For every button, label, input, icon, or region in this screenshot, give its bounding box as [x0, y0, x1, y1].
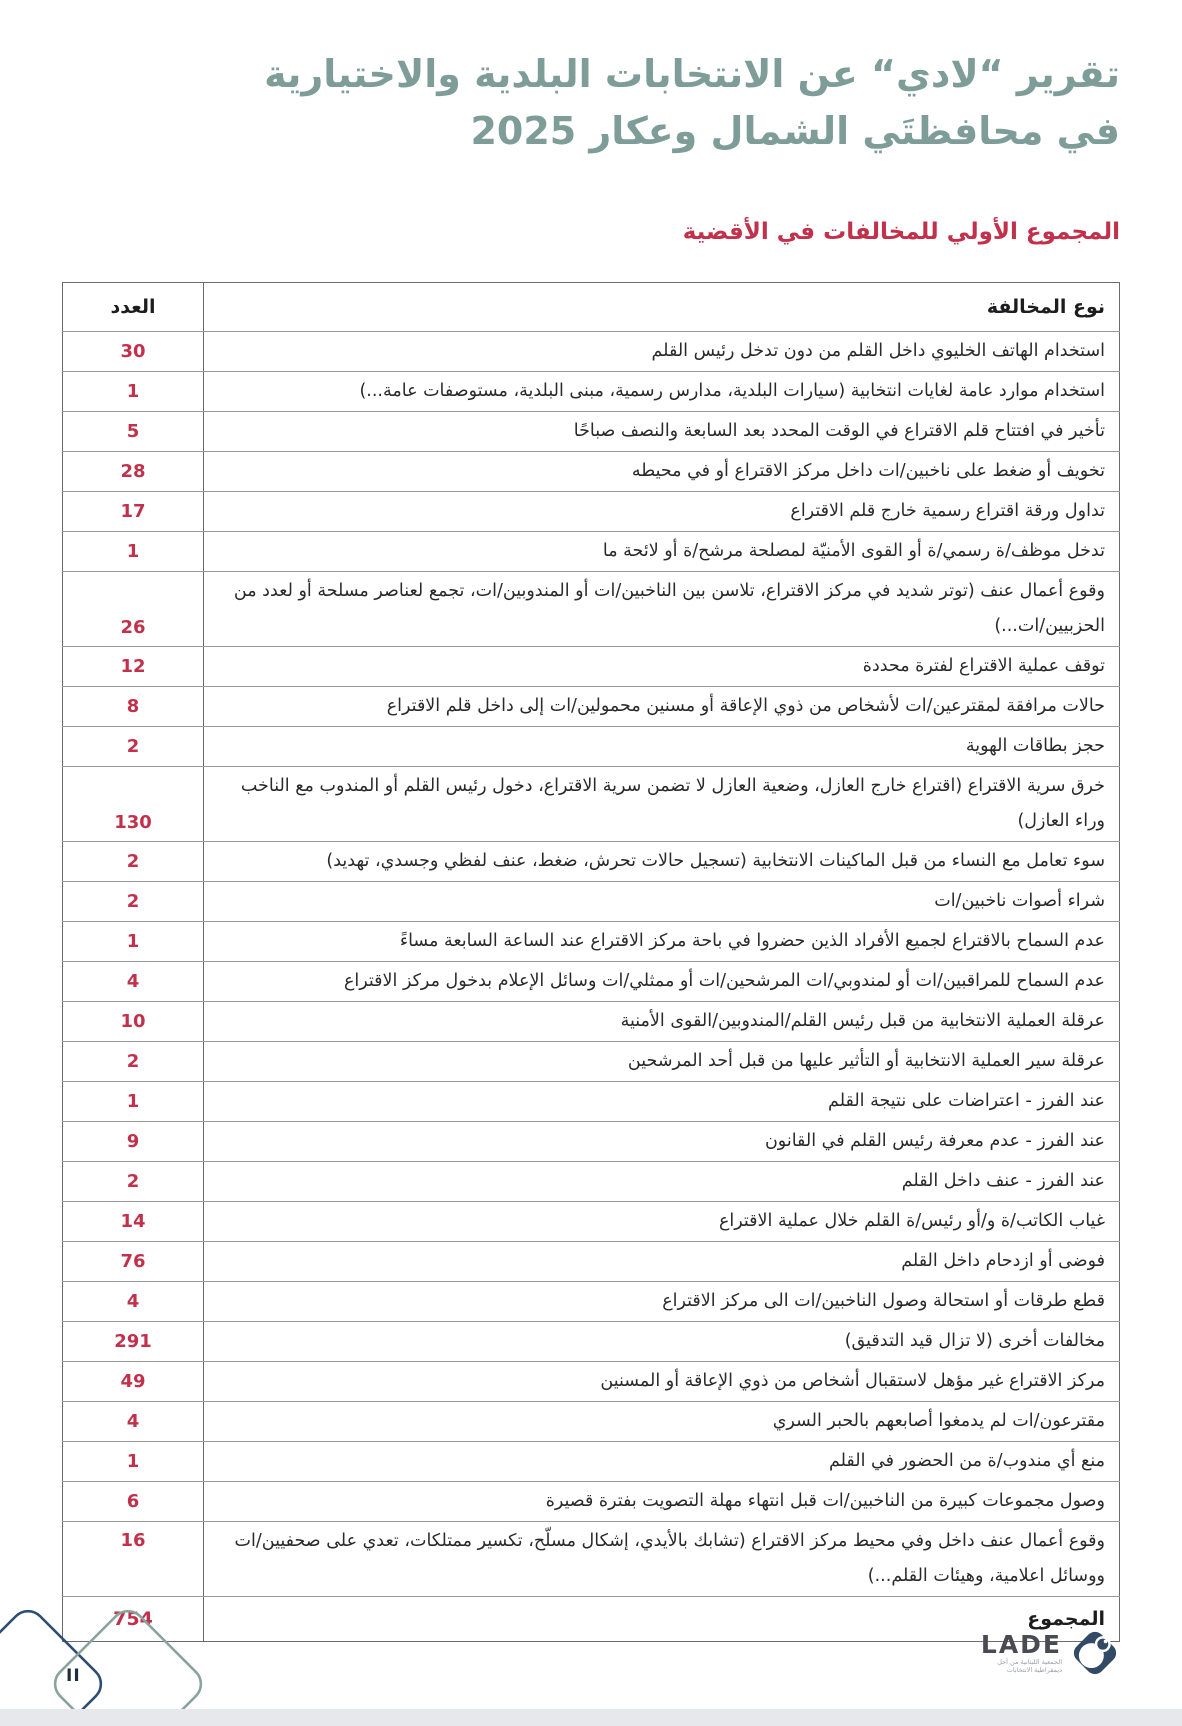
violation-count-cell: 5	[63, 412, 204, 452]
violation-count-cell: 76	[63, 1242, 204, 1282]
violation-type-cell: استخدام الهاتف الخليوي داخل القلم من دون تدخل رئيس القلم	[204, 332, 1120, 372]
table-row	[63, 1242, 1120, 1282]
violation-count-cell: 291	[63, 1322, 204, 1362]
violation-type-cell: وصول مجموعات كبيرة من الناخبين/ات قبل انتهاء مهلة التصويت بفترة قصيرة	[204, 1482, 1120, 1522]
violation-type-cell: غياب الكاتب/ة و/أو رئيس/ة القلم خلال عملية الاقتراع	[204, 1202, 1120, 1242]
table-row	[63, 647, 1120, 687]
table-row	[63, 882, 1120, 922]
violation-type-cell: عند الفرز - عنف داخل القلم	[204, 1162, 1120, 1202]
violation-type-cell: سوء تعامل مع النساء من قبل الماكينات الانتخابية (تسجيل حالات تحرش، ضغط، عنف لفظي وجسدي، تهديد)	[204, 842, 1120, 882]
table-row	[63, 1082, 1120, 1122]
violation-type-cell: تداول ورقة اقتراع رسمية خارج قلم الاقتراع	[204, 492, 1120, 532]
violation-type-cell: مركز الاقتراع غير مؤهل لاستقبال أشخاص من ذوي الإعاقة أو المسنين	[204, 1362, 1120, 1402]
violation-count-cell: 2	[63, 882, 204, 922]
table-row	[63, 1322, 1120, 1362]
violation-type-cell: وقوع أعمال عنف داخل وفي محيط مركز الاقتراع (تشابك بالأيدي، إشكال مسلّح، تكسير ممتلكات، تعدي على صحفيين/ات ووسائل اعلامية، وهيئات القلم...)	[204, 1522, 1120, 1597]
violation-count-cell: 2	[63, 842, 204, 882]
table-row	[63, 1042, 1120, 1082]
violation-type-cell: تدخل موظف/ة رسمي/ة أو القوى الأمنيّة لمصلحة مرشح/ة أو لائحة ما	[204, 532, 1120, 572]
lade-wordmark: LADE	[980, 1630, 1062, 1659]
table-total-row	[63, 1597, 1120, 1642]
total-label-cell: المجموع	[204, 1597, 1120, 1642]
violation-count-cell: 2	[63, 727, 204, 767]
table-row	[63, 727, 1120, 767]
violation-count-cell: 8	[63, 687, 204, 727]
violation-type-cell: عرقلة سير العملية الانتخابية أو التأثير عليها من قبل أحد المرشحين	[204, 1042, 1120, 1082]
violation-count-cell: 28	[63, 452, 204, 492]
viewer-bottom-band	[0, 1709, 1182, 1726]
violation-type-cell: مخالفات أخرى (لا تزال قيد التدقيق)	[204, 1322, 1120, 1362]
page-title-line-2: في محافظتَي الشمال وعكار 2025	[470, 109, 1120, 153]
violation-count-cell: 9	[63, 1122, 204, 1162]
page-title	[62, 46, 1120, 160]
violation-type-cell: تخويف أو ضغط على ناخبين/ات داخل مركز الاقتراع أو في محيطه	[204, 452, 1120, 492]
violation-type-cell: توقف عملية الاقتراع لفترة محددة	[204, 647, 1120, 687]
table-row	[63, 1482, 1120, 1522]
violation-type-cell: حالات مرافقة لمقترعين/ات لأشخاص من ذوي الإعاقة أو مسنين محمولين/ات إلى داخل قلم الاقتراع	[204, 687, 1120, 727]
table-row	[63, 532, 1120, 572]
table-row	[63, 1442, 1120, 1482]
violation-type-cell: استخدام موارد عامة لغايات انتخابية (سيارات البلدية، مدارس رسمية، مبنى البلدية، مستوصفات عامة...)	[204, 372, 1120, 412]
violation-count-cell: 49	[63, 1362, 204, 1402]
violation-count-cell: 14	[63, 1202, 204, 1242]
violation-count-cell: 2	[63, 1162, 204, 1202]
table-row	[63, 1282, 1120, 1322]
table-row	[63, 962, 1120, 1002]
table-row	[63, 1202, 1120, 1242]
violation-count-cell: 1	[63, 372, 204, 412]
violation-count-cell: 30	[63, 332, 204, 372]
table-row	[63, 1162, 1120, 1202]
violations-table	[62, 282, 1120, 1642]
violation-type-cell: عدم السماح للمراقبين/ات أو لمندوبي/ات المرشحين/ات أو ممثلي/ات وسائل الإعلام بدخول مركز الاقتراع	[204, 962, 1120, 1002]
table-row	[63, 842, 1120, 882]
violation-type-cell: خرق سرية الاقتراع (اقتراع خارج العازل، وضعية العازل لا تضمن سرية الاقتراع، دخول رئيس القلم أو المندوب مع الناخب وراء العازل)	[204, 767, 1120, 842]
report-page	[0, 46, 1182, 1642]
violation-count-cell: 1	[63, 1082, 204, 1122]
violation-type-cell: حجز بطاقات الهوية	[204, 727, 1120, 767]
violation-count-cell: 6	[63, 1482, 204, 1522]
table-row	[63, 687, 1120, 727]
violation-count-cell: 4	[63, 1402, 204, 1442]
violation-type-cell: عدم السماح بالاقتراع لجميع الأفراد الذين حضروا في باحة مركز الاقتراع عند الساعة السابعة مساءً	[204, 922, 1120, 962]
violation-type-cell: عند الفرز - اعتراضات على نتيجة القلم	[204, 1082, 1120, 1122]
violation-type-cell: تأخير في افتتاح قلم الاقتراع في الوقت المحدد بعد السابعة والنصف صباحًا	[204, 412, 1120, 452]
table-row	[63, 1122, 1120, 1162]
page-number: II	[66, 1666, 81, 1686]
violation-count-cell: 1	[63, 1442, 204, 1482]
column-header-violation-type: نوع المخالفة	[204, 283, 1120, 332]
table-row	[63, 922, 1120, 962]
table-row	[63, 412, 1120, 452]
table-row	[63, 372, 1120, 412]
table-row	[63, 452, 1120, 492]
table-row	[63, 492, 1120, 532]
table-row	[63, 572, 1120, 647]
violation-type-cell: قطع طرقات أو استحالة وصول الناخبين/ات الى مركز الاقتراع	[204, 1282, 1120, 1322]
table-row	[63, 1362, 1120, 1402]
table-row	[63, 1522, 1120, 1597]
table-row	[63, 1002, 1120, 1042]
violation-count-cell: 1	[63, 922, 204, 962]
column-header-count: العدد	[63, 283, 204, 332]
violation-count-cell: 12	[63, 647, 204, 687]
violation-type-cell: فوضى أو ازدحام داخل القلم	[204, 1242, 1120, 1282]
violation-count-cell: 2	[63, 1042, 204, 1082]
total-count-cell: 754	[113, 1608, 153, 1630]
violation-count-cell: 4	[63, 962, 204, 1002]
violation-count-cell: 17	[63, 492, 204, 532]
violation-type-cell: عرقلة العملية الانتخابية من قبل رئيس القلم/المندوبين/القوى الأمنية	[204, 1002, 1120, 1042]
section-heading: المجموع الأولي للمخالفات في الأقضية	[682, 219, 1120, 245]
table-row	[63, 1402, 1120, 1442]
violation-count-cell: 4	[63, 1282, 204, 1322]
violation-type-cell: عند الفرز - عدم معرفة رئيس القلم في القانون	[204, 1122, 1120, 1162]
page-title-line-1: تقرير “لادي“ عن الانتخابات البلدية والاختيارية	[264, 52, 1120, 96]
lade-logo	[981, 1626, 1122, 1680]
violation-count-cell: 1	[63, 532, 204, 572]
lade-tagline-line-1: الجمعية اللبنانية من أجل	[997, 1658, 1062, 1666]
lade-logo-text-block	[981, 1632, 1062, 1674]
violation-type-cell: منع أي مندوب/ة من الحضور في القلم	[204, 1442, 1120, 1482]
violation-type-cell: مقترعون/ات لم يدمغوا أصابعهم بالحبر السري	[204, 1402, 1120, 1442]
table-header-row	[63, 283, 1120, 332]
table-row	[63, 767, 1120, 842]
lade-eye-diamond-icon	[1068, 1626, 1122, 1680]
violation-count-cell: 130	[63, 767, 204, 842]
violation-count-cell: 26	[63, 572, 204, 647]
violation-type-cell: وقوع أعمال عنف (توتر شديد في مركز الاقتراع، تلاسن بين الناخبين/ات أو المندوبين/ات، تجمع لعناصر مسلحة أو لعدد من الحزبيين/ات...)	[204, 572, 1120, 647]
violation-type-cell: شراء أصوات ناخبين/ات	[204, 882, 1120, 922]
lade-tagline-line-2: ديمقراطية الانتخابات	[1006, 1666, 1062, 1674]
table-row	[63, 332, 1120, 372]
violation-count-cell: 10	[63, 1002, 204, 1042]
violation-count-cell: 16	[63, 1522, 204, 1597]
